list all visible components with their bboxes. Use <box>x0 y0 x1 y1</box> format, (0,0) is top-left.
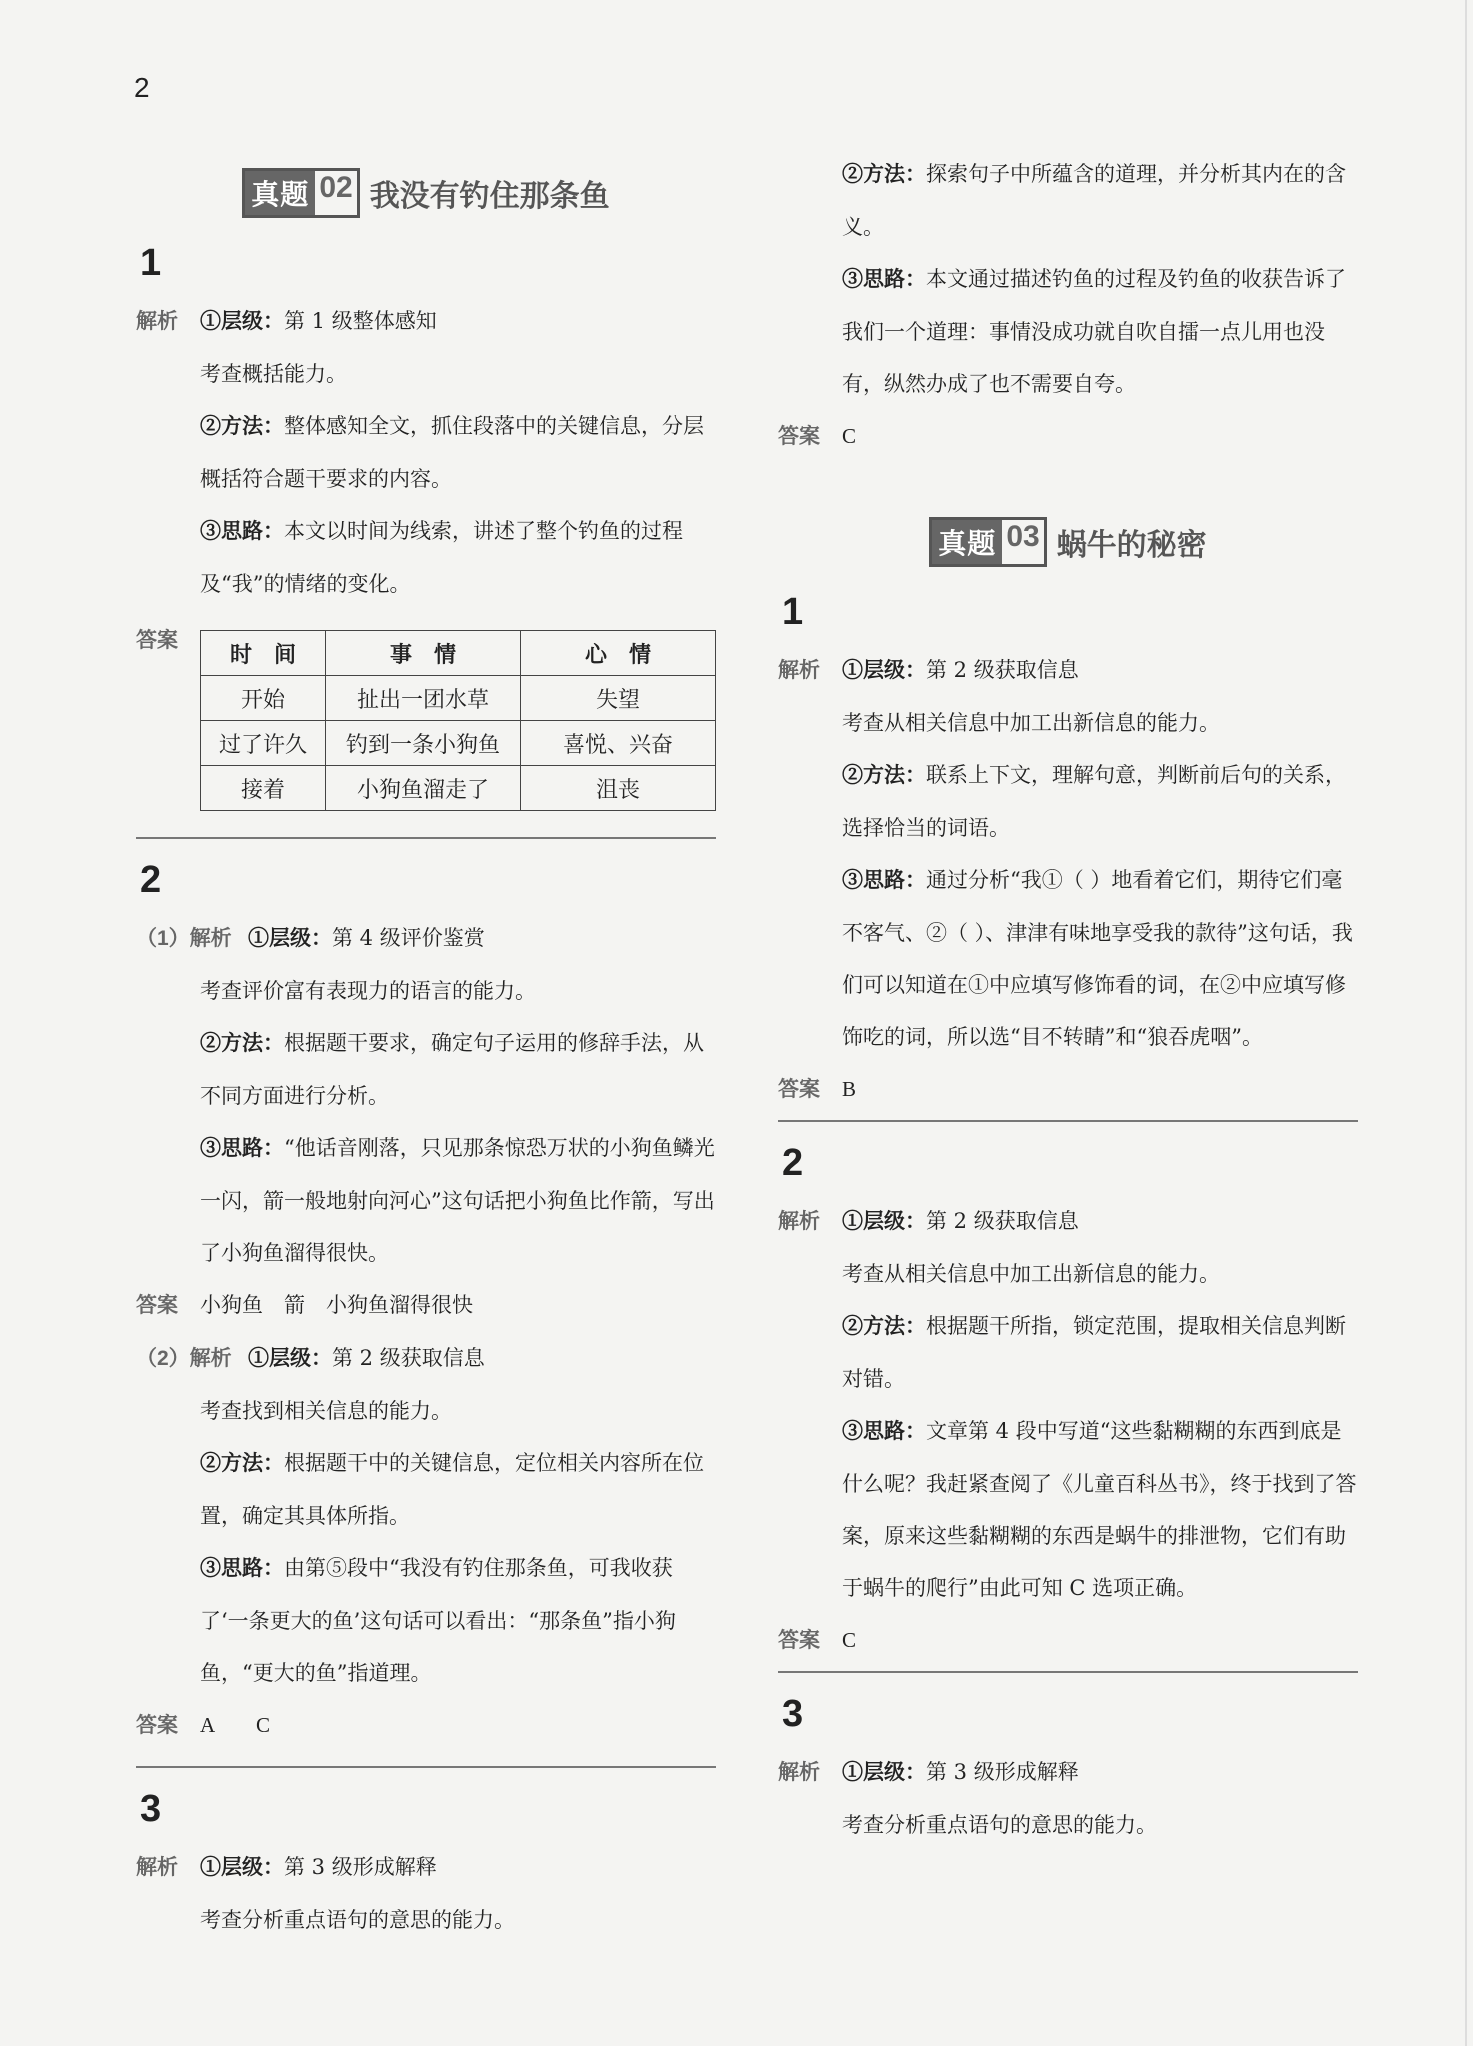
method-para <box>778 749 1358 854</box>
section-title-02 <box>136 168 716 218</box>
level-text: 第 3 级形成解释 <box>284 1855 437 1879</box>
section-name: 蜗牛的秘密 <box>1056 529 1207 562</box>
idea-label: ③思路： <box>842 869 926 892</box>
answer-text: A C <box>200 1713 271 1737</box>
table-cell: 过了许久 <box>201 721 326 766</box>
analysis-label: 解析 <box>778 659 820 682</box>
question-number: 1 <box>140 242 162 284</box>
level-desc: 考查分析重点语句的意思的能力。 <box>842 1813 1157 1837</box>
method-text: 根据题干要求，确定句子运用的修辞手法，从不同方面进行分析。 <box>200 1031 704 1108</box>
analysis-level-row <box>778 1195 1358 1248</box>
answer-row <box>778 1063 1358 1116</box>
level-desc: 考查找到相关信息的能力。 <box>200 1399 452 1423</box>
idea-label: ③思路： <box>200 520 284 543</box>
method-label: ②方法： <box>200 1452 284 1475</box>
part-analysis-label: （1）解析 <box>136 927 232 950</box>
method-text: 探索句子中所蕴含的道理，并分析其内在的含义。 <box>842 162 1346 239</box>
page-edge-line <box>1465 0 1467 2046</box>
table-cell: 钓到一条小狗鱼 <box>326 721 521 766</box>
level-text: 第 3 级形成解释 <box>926 1760 1079 1784</box>
section-tag <box>929 517 1046 567</box>
analysis-label: 解析 <box>778 1761 820 1784</box>
table-cell: 开始 <box>201 676 326 721</box>
idea-para <box>136 1122 716 1279</box>
answer-text: C <box>842 1628 857 1652</box>
analysis-level-row <box>778 1746 1358 1799</box>
level-text: 第 2 级获取信息 <box>332 1346 485 1370</box>
table-row <box>201 766 716 811</box>
answer-label: 答案 <box>778 425 820 448</box>
method-text: 联系上下文，理解句意，判断前后句的关系，选择恰当的词语。 <box>842 763 1346 840</box>
idea-para <box>778 1405 1358 1614</box>
level-text: 第 4 级评价鉴赏 <box>332 926 485 950</box>
section-tag-number: 02 <box>315 171 356 215</box>
idea-label: ③思路： <box>200 1557 284 1580</box>
section-tag-number: 03 <box>1002 520 1043 564</box>
divider <box>778 1671 1358 1673</box>
idea-text: “他话音刚落，只见那条惊恐万状的小狗鱼鳞光一闪，箭一般地射向河心”这句话把小狗鱼比作箭，写出了小狗鱼溜得很快。 <box>200 1136 715 1265</box>
table-row <box>201 721 716 766</box>
method-para <box>136 1017 716 1122</box>
level-text: 第 1 级整体感知 <box>284 309 437 333</box>
answer-row <box>778 410 1358 463</box>
section-tag <box>242 168 359 218</box>
idea-para <box>136 1542 716 1699</box>
answer-label: 答案 <box>778 1629 820 1652</box>
method-text: 整体感知全文，抓住段落中的关键信息，分层概括符合题干要求的内容。 <box>200 414 704 491</box>
part-analysis-label: （2）解析 <box>136 1347 232 1370</box>
idea-text: 本文通过描述钓鱼的过程及钓鱼的收获告诉了我们一个道理：事情没成功就自吹自擂一点儿用也没有，纵然办成了也不需要自夸。 <box>842 267 1346 396</box>
idea-text: 文章第 4 段中写道“这些黏糊糊的东西到底是什么呢？我赶紧查阅了《儿童百科丛书》，终于找到了答案，原来这些黏糊糊的东西是蜗牛的排泄物，它们有助于蜗牛的爬行”由此可知 C 选项正确。 <box>842 1419 1357 1600</box>
method-para <box>136 400 716 505</box>
divider <box>778 1120 1358 1122</box>
table-cell: 接着 <box>201 766 326 811</box>
question-number: 3 <box>782 1693 804 1735</box>
analysis-label: 解析 <box>778 1210 820 1233</box>
idea-text: 通过分析“我①（ ）地看着它们，期待它们毫不客气、②（ ）、津津有味地享受我的款待”这句话，我们可以知道在①中应填写修饰看的词，在②中应填写修饰吃的词，所以选“目不转睛”和“狼吞虎咽”。 <box>842 868 1353 1049</box>
level-desc: 考查概括能力。 <box>200 362 347 386</box>
idea-para <box>778 854 1358 1063</box>
level-label: ①层级： <box>200 310 284 333</box>
table-header: 事 情 <box>326 631 521 676</box>
page-number: 2 <box>134 72 150 103</box>
section-name: 我没有钓住那条鱼 <box>369 180 610 213</box>
idea-text: 由第⑤段中“我没有钓住那条鱼，可我收获了‘一条更大的鱼’这句话可以看出：“那条鱼”指小狗鱼，“更大的鱼”指道理。 <box>200 1556 676 1685</box>
level-label: ①层级： <box>842 1210 926 1233</box>
method-label: ②方法： <box>842 163 926 186</box>
method-text: 根据题干所指，锁定范围，提取相关信息判断对错。 <box>842 1314 1346 1391</box>
level-label: ①层级： <box>200 1856 284 1879</box>
answer-label: 答案 <box>136 629 178 652</box>
answer-row <box>778 1614 1358 1667</box>
method-label: ②方法： <box>200 415 284 438</box>
method-label: ②方法： <box>200 1032 284 1055</box>
answer-label: 答案 <box>136 1714 178 1737</box>
level-desc: 考查从相关信息中加工出新信息的能力。 <box>842 1262 1220 1286</box>
analysis-level-row <box>778 644 1358 697</box>
method-label: ②方法： <box>842 764 926 787</box>
level-desc: 考查分析重点语句的意思的能力。 <box>200 1908 515 1932</box>
left-column <box>136 150 716 1946</box>
answer-table <box>200 630 716 811</box>
question-number: 2 <box>140 859 162 901</box>
method-para <box>778 148 1358 253</box>
question-number: 1 <box>782 591 804 633</box>
section-tag-label: 真题 <box>932 520 1002 564</box>
divider <box>136 837 716 839</box>
question-number: 3 <box>140 1788 162 1830</box>
idea-para <box>778 253 1358 410</box>
idea-label: ③思路： <box>842 268 926 291</box>
analysis-level-row <box>136 1841 716 1894</box>
section-title-03 <box>778 517 1358 567</box>
answer-text: B <box>842 1077 857 1101</box>
answer-table-row <box>136 624 716 811</box>
level-text: 第 2 级获取信息 <box>926 1209 1079 1233</box>
level-label: ①层级： <box>842 659 926 682</box>
idea-label: ③思路： <box>200 1137 284 1160</box>
idea-text: 本文以时间为线索，讲述了整个钓鱼的过程及“我”的情绪的变化。 <box>200 519 683 596</box>
idea-para <box>136 505 716 610</box>
analysis-label: 解析 <box>136 310 178 333</box>
table-cell: 沮丧 <box>521 766 716 811</box>
method-para <box>778 1300 1358 1405</box>
section-tag-label: 真题 <box>245 171 315 215</box>
right-column <box>778 148 1358 1851</box>
answer-text: 小狗鱼 箭 小狗鱼溜得很快 <box>200 1293 473 1317</box>
table-header: 时 间 <box>201 631 326 676</box>
table-cell: 失望 <box>521 676 716 721</box>
analysis-label: 解析 <box>136 1856 178 1879</box>
level-desc: 考查从相关信息中加工出新信息的能力。 <box>842 711 1220 735</box>
analysis-level-row <box>136 1332 716 1385</box>
answer-label: 答案 <box>136 1294 178 1317</box>
table-cell: 喜悦、兴奋 <box>521 721 716 766</box>
table-header: 心 情 <box>521 631 716 676</box>
divider <box>136 1766 716 1768</box>
idea-label: ③思路： <box>842 1420 926 1443</box>
level-label: ①层级： <box>248 927 332 950</box>
answer-row <box>136 1279 716 1332</box>
table-row <box>201 676 716 721</box>
table-cell: 扯出一团水草 <box>326 676 521 721</box>
level-text: 第 2 级获取信息 <box>926 658 1079 682</box>
analysis-level-row <box>136 912 716 965</box>
analysis-level-row <box>136 295 716 348</box>
level-label: ①层级： <box>248 1347 332 1370</box>
method-text: 根据题干中的关键信息，定位相关内容所在位置，确定其具体所指。 <box>200 1451 704 1528</box>
answer-row <box>136 1699 716 1752</box>
question-number: 2 <box>782 1142 804 1184</box>
method-label: ②方法： <box>842 1315 926 1338</box>
method-para <box>136 1437 716 1542</box>
level-label: ①层级： <box>842 1761 926 1784</box>
answer-text: C <box>842 424 857 448</box>
table-cell: 小狗鱼溜走了 <box>326 766 521 811</box>
level-desc: 考查评价富有表现力的语言的能力。 <box>200 979 536 1003</box>
answer-label: 答案 <box>778 1078 820 1101</box>
